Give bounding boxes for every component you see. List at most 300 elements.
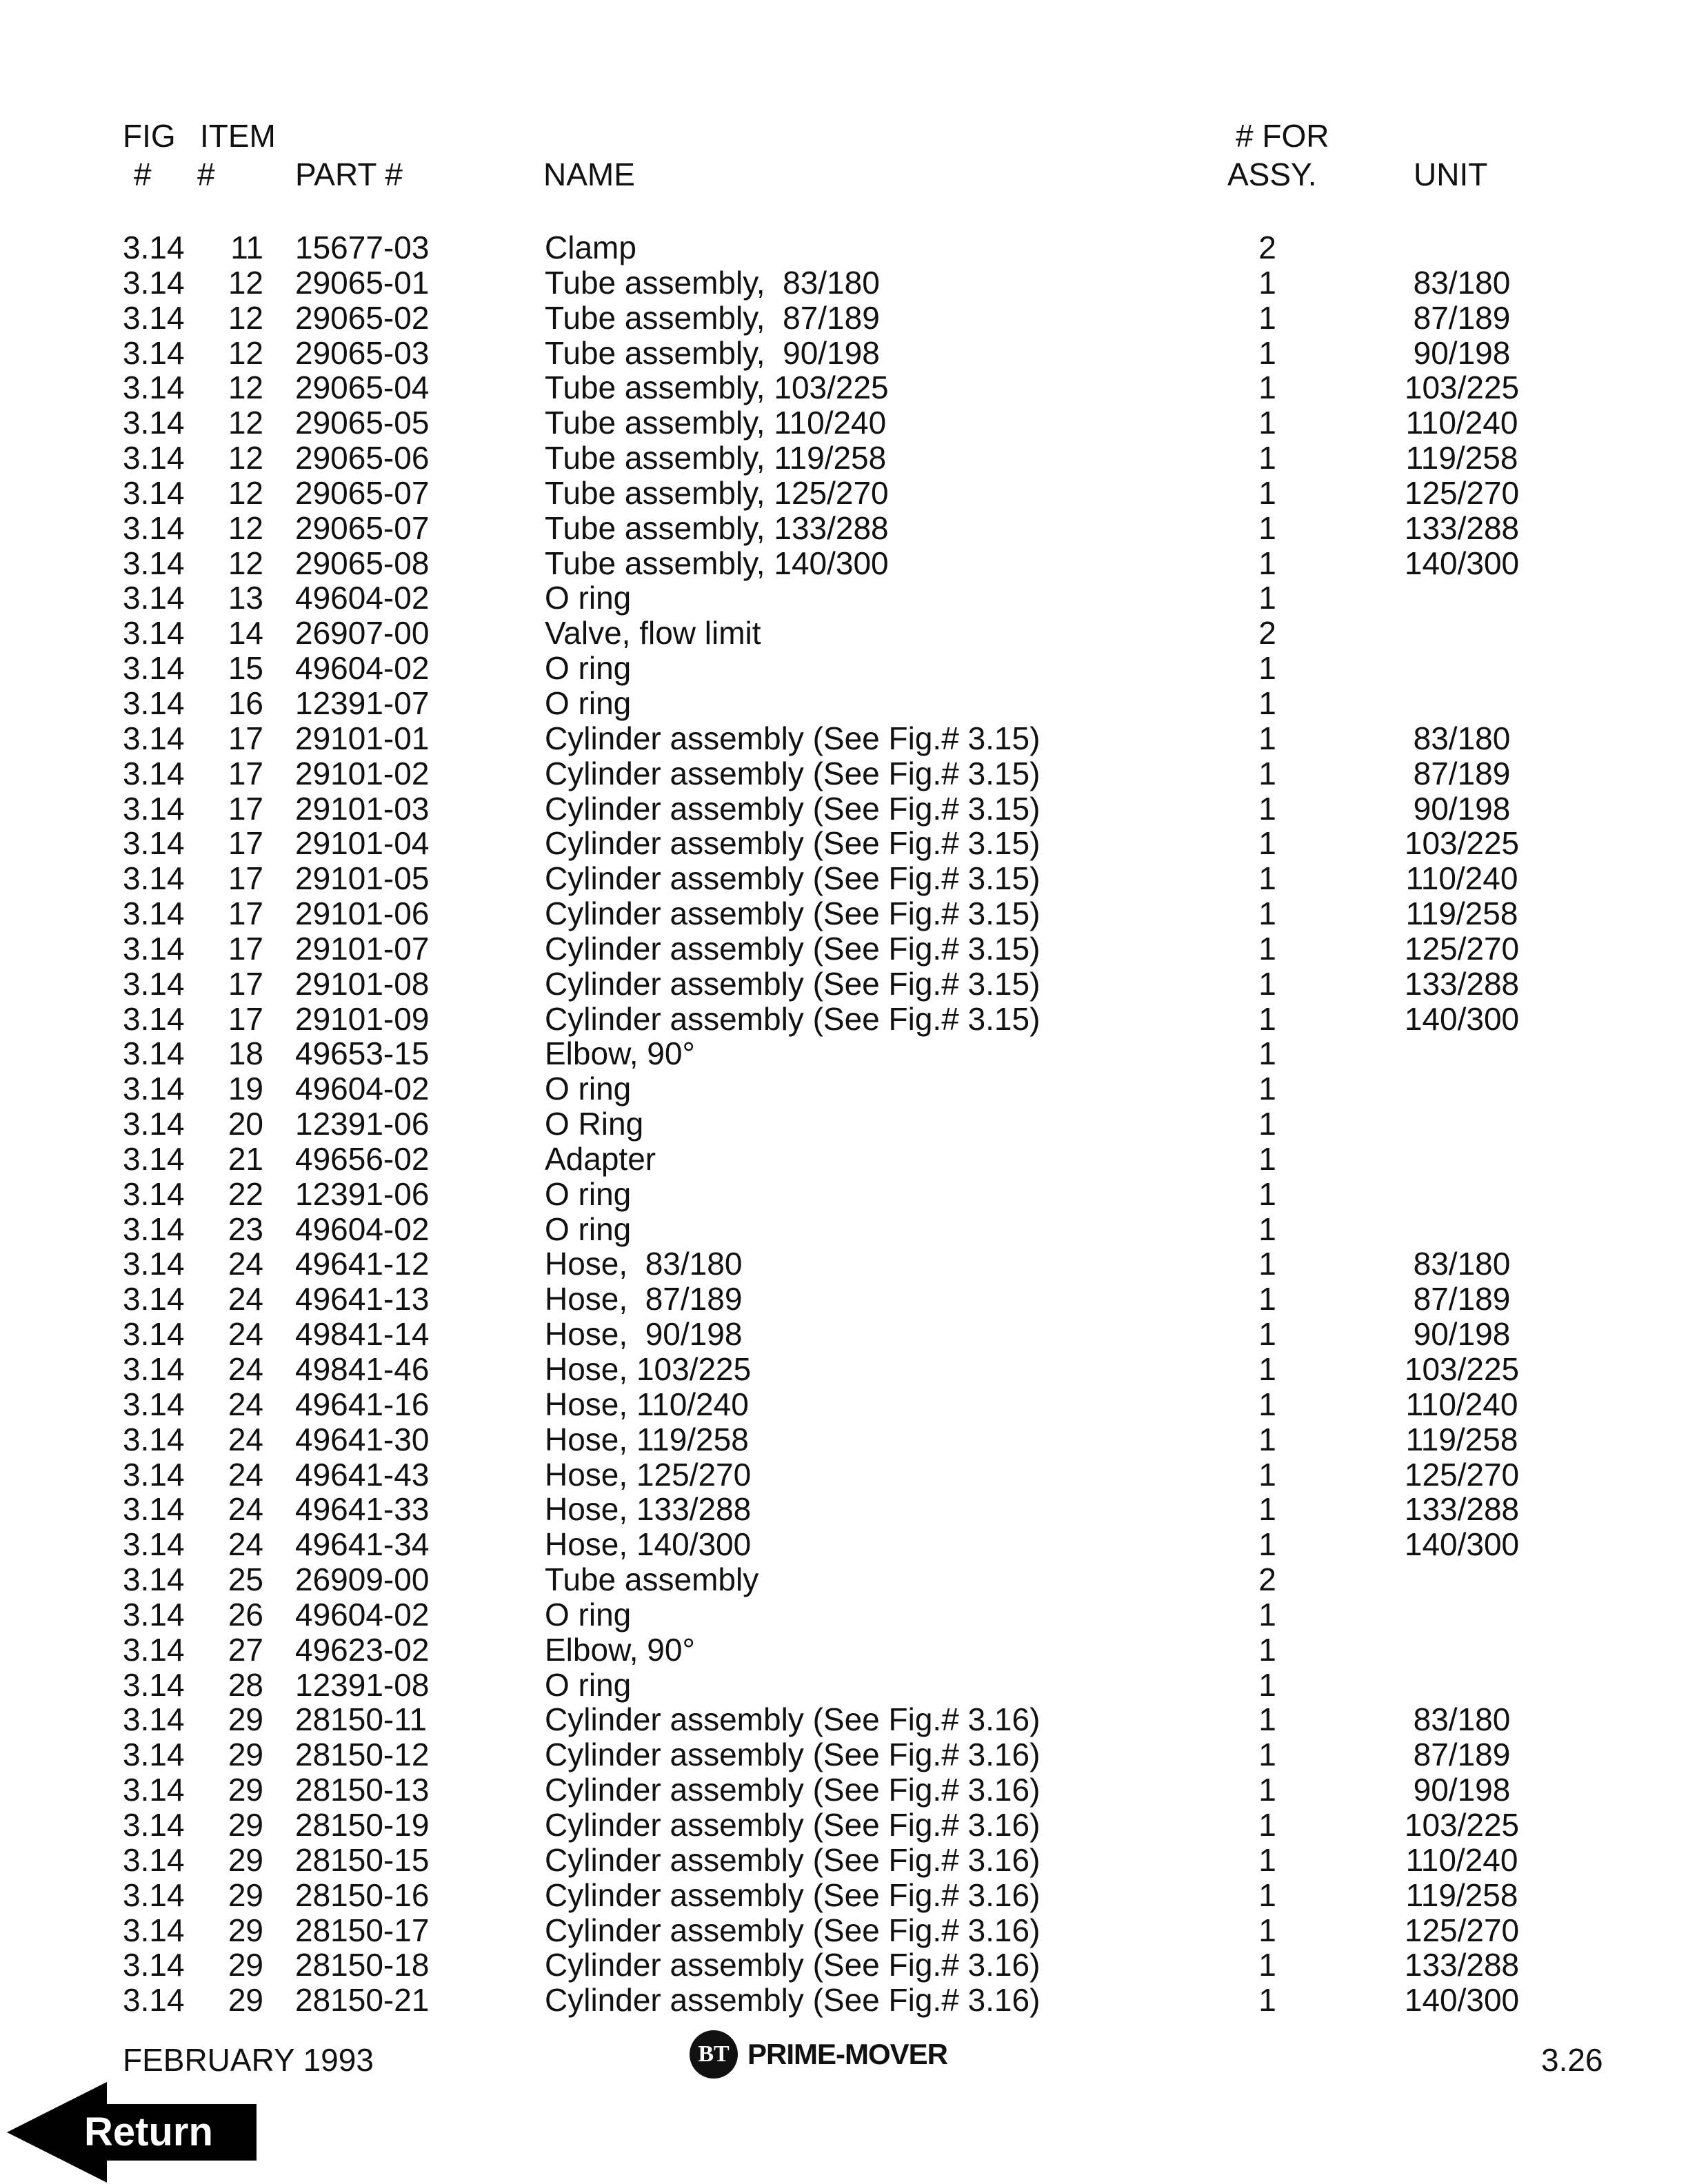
unit: 83/180 bbox=[1413, 720, 1511, 756]
fig-number: 3.14 bbox=[123, 790, 185, 827]
table-row bbox=[0, 1002, 1688, 1037]
part-name: Cylinder assembly (See Fig.# 3.16) bbox=[545, 1877, 1041, 1913]
fig-number: 3.14 bbox=[123, 1631, 185, 1668]
item-number: 12 bbox=[228, 509, 263, 546]
unit: 103/225 bbox=[1404, 370, 1520, 406]
item-number: 11 bbox=[230, 230, 263, 265]
table-row bbox=[0, 370, 1688, 405]
part-number: 29065-08 bbox=[295, 545, 430, 581]
part-number: 49841-14 bbox=[295, 1316, 430, 1353]
qty-for-assy: 1 bbox=[1258, 1772, 1276, 1808]
fig-number: 3.14 bbox=[123, 1246, 185, 1282]
header-fig-hash: # bbox=[134, 156, 152, 192]
table-row bbox=[0, 580, 1688, 616]
part-number: 12391-06 bbox=[295, 1106, 430, 1142]
item-number: 17 bbox=[228, 896, 263, 932]
unit: 110/240 bbox=[1405, 1841, 1518, 1878]
part-name: Cylinder assembly (See Fig.# 3.16) bbox=[545, 1772, 1041, 1808]
part-name: O ring bbox=[545, 685, 632, 721]
qty-for-assy: 1 bbox=[1258, 1281, 1276, 1317]
qty-for-assy: 1 bbox=[1258, 1071, 1276, 1107]
item-number: 24 bbox=[228, 1491, 263, 1528]
part-number: 49641-13 bbox=[295, 1281, 430, 1317]
fig-number: 3.14 bbox=[123, 1737, 185, 1773]
part-name: O ring bbox=[545, 1071, 632, 1107]
part-number: 29101-08 bbox=[295, 965, 430, 1002]
qty-for-assy: 1 bbox=[1258, 1316, 1276, 1353]
header-item-hash: # bbox=[197, 156, 215, 192]
unit: 83/180 bbox=[1413, 1701, 1511, 1738]
part-number: 29101-06 bbox=[295, 896, 430, 932]
qty-for-assy: 1 bbox=[1258, 264, 1276, 301]
part-name: Cylinder assembly (See Fig.# 3.15) bbox=[545, 790, 1041, 827]
fig-number: 3.14 bbox=[123, 755, 185, 791]
qty-for-assy: 1 bbox=[1258, 1912, 1276, 1948]
header-name: NAME bbox=[543, 156, 635, 192]
item-number: 29 bbox=[228, 1912, 263, 1948]
part-name: Tube assembly, 87/189 bbox=[545, 299, 880, 336]
fig-number: 3.14 bbox=[123, 230, 185, 265]
fig-number: 3.14 bbox=[123, 650, 185, 687]
part-name: Tube assembly, 103/225 bbox=[545, 370, 889, 406]
fig-number: 3.14 bbox=[123, 1772, 185, 1808]
part-name: Cylinder assembly (See Fig.# 3.16) bbox=[545, 1841, 1041, 1878]
fig-number: 3.14 bbox=[123, 1912, 185, 1948]
item-number: 24 bbox=[228, 1351, 263, 1387]
qty-for-assy: 1 bbox=[1258, 334, 1276, 371]
table-row bbox=[0, 1071, 1688, 1106]
qty-for-assy: 1 bbox=[1258, 1947, 1276, 1983]
fig-number: 3.14 bbox=[123, 440, 185, 476]
part-number: 29065-06 bbox=[295, 440, 430, 476]
unit: 119/258 bbox=[1405, 1421, 1518, 1457]
part-number: 29101-04 bbox=[295, 825, 430, 862]
table-row bbox=[0, 546, 1688, 581]
fig-number: 3.14 bbox=[123, 1561, 185, 1598]
table-row bbox=[0, 230, 1688, 265]
part-number: 29101-03 bbox=[295, 790, 430, 827]
qty-for-assy: 1 bbox=[1258, 930, 1276, 967]
unit: 87/189 bbox=[1413, 755, 1511, 791]
fig-number: 3.14 bbox=[123, 1106, 185, 1142]
part-name: Tube assembly, 110/240 bbox=[545, 405, 887, 441]
fig-number: 3.14 bbox=[123, 1035, 185, 1072]
fig-number: 3.14 bbox=[123, 825, 185, 862]
fig-number: 3.14 bbox=[123, 1386, 185, 1422]
part-name: Hose, 103/225 bbox=[545, 1351, 752, 1387]
fig-number: 3.14 bbox=[123, 1841, 185, 1878]
item-number: 12 bbox=[228, 405, 263, 441]
table-row bbox=[0, 686, 1688, 721]
part-number: 49641-43 bbox=[295, 1456, 430, 1493]
part-number: 49604-02 bbox=[295, 1211, 430, 1247]
fig-number: 3.14 bbox=[123, 1140, 185, 1177]
table-row bbox=[0, 1562, 1688, 1597]
table-row bbox=[0, 336, 1688, 371]
return-label: Return bbox=[84, 2110, 213, 2154]
item-number: 14 bbox=[228, 615, 263, 651]
item-number: 17 bbox=[228, 755, 263, 791]
fig-number: 3.14 bbox=[123, 860, 185, 897]
item-number: 29 bbox=[228, 1772, 263, 1808]
fig-number: 3.14 bbox=[123, 1456, 185, 1493]
qty-for-assy: 2 bbox=[1258, 1561, 1276, 1598]
fig-number: 3.14 bbox=[123, 720, 185, 756]
part-number: 29101-05 bbox=[295, 860, 430, 897]
unit: 125/270 bbox=[1404, 1912, 1520, 1948]
fig-number: 3.14 bbox=[123, 1281, 185, 1317]
unit: 140/300 bbox=[1404, 1526, 1520, 1563]
part-name: O ring bbox=[545, 1666, 632, 1703]
table-row bbox=[0, 1492, 1688, 1527]
unit: 87/189 bbox=[1413, 1281, 1511, 1317]
table-row bbox=[0, 301, 1688, 336]
header-for: # FOR bbox=[1236, 118, 1329, 154]
table-row bbox=[0, 1948, 1688, 1983]
table-row bbox=[0, 1702, 1688, 1737]
qty-for-assy: 2 bbox=[1258, 615, 1276, 651]
item-number: 24 bbox=[228, 1281, 263, 1317]
fig-number: 3.14 bbox=[123, 1982, 185, 2019]
item-number: 17 bbox=[228, 720, 263, 756]
unit: 119/258 bbox=[1405, 1877, 1518, 1913]
item-number: 12 bbox=[228, 299, 263, 336]
table-row bbox=[0, 826, 1688, 861]
part-number: 28150-15 bbox=[295, 1841, 430, 1878]
item-number: 29 bbox=[228, 1947, 263, 1983]
table-row bbox=[0, 265, 1688, 301]
part-name: Cylinder assembly (See Fig.# 3.16) bbox=[545, 1806, 1041, 1843]
table-row bbox=[0, 1983, 1688, 2018]
table-row bbox=[0, 1668, 1688, 1703]
item-number: 16 bbox=[228, 685, 263, 721]
unit: 83/180 bbox=[1413, 1246, 1511, 1282]
item-number: 22 bbox=[228, 1175, 263, 1212]
table-row bbox=[0, 1878, 1688, 1913]
unit: 90/198 bbox=[1413, 790, 1511, 827]
part-name: Hose, 133/288 bbox=[545, 1491, 752, 1528]
item-number: 24 bbox=[228, 1316, 263, 1353]
table-row bbox=[0, 861, 1688, 896]
qty-for-assy: 1 bbox=[1258, 755, 1276, 791]
item-number: 17 bbox=[228, 1000, 263, 1037]
part-name: O ring bbox=[545, 580, 632, 616]
return-button[interactable] bbox=[7, 2082, 262, 2183]
qty-for-assy: 1 bbox=[1258, 1106, 1276, 1142]
qty-for-assy: 1 bbox=[1258, 1841, 1276, 1878]
part-name: Hose, 110/240 bbox=[545, 1386, 749, 1422]
part-name: Cylinder assembly (See Fig.# 3.15) bbox=[545, 965, 1041, 1002]
item-number: 21 bbox=[228, 1140, 263, 1177]
part-number: 49604-02 bbox=[295, 580, 430, 616]
table-row bbox=[0, 1632, 1688, 1668]
unit: 119/258 bbox=[1405, 896, 1518, 932]
qty-for-assy: 1 bbox=[1258, 1211, 1276, 1247]
header-fig-label: FIG bbox=[123, 118, 176, 154]
item-number: 18 bbox=[228, 1035, 263, 1072]
part-number: 49641-12 bbox=[295, 1246, 430, 1282]
qty-for-assy: 1 bbox=[1258, 509, 1276, 546]
fig-number: 3.14 bbox=[123, 1806, 185, 1843]
part-name: Tube assembly, 90/198 bbox=[545, 334, 880, 371]
part-name: Cylinder assembly (See Fig.# 3.16) bbox=[545, 1737, 1041, 1773]
part-name: Cylinder assembly (See Fig.# 3.15) bbox=[545, 930, 1041, 967]
table-row bbox=[0, 1142, 1688, 1177]
part-number: 49641-34 bbox=[295, 1526, 430, 1563]
item-number: 13 bbox=[228, 580, 263, 616]
fig-number: 3.14 bbox=[123, 685, 185, 721]
qty-for-assy: 1 bbox=[1258, 474, 1276, 511]
qty-for-assy: 1 bbox=[1258, 1491, 1276, 1528]
logo-text: PRIME-MOVER bbox=[747, 2038, 948, 2070]
unit: 140/300 bbox=[1404, 1982, 1520, 2019]
item-number: 29 bbox=[228, 1737, 263, 1773]
part-name: O ring bbox=[545, 650, 632, 687]
fig-number: 3.14 bbox=[123, 1877, 185, 1913]
unit: 133/288 bbox=[1404, 1491, 1520, 1528]
part-name: O ring bbox=[545, 1596, 632, 1632]
fig-number: 3.14 bbox=[123, 1316, 185, 1353]
header-assy: ASSY. bbox=[1227, 156, 1317, 192]
table-row bbox=[0, 1106, 1688, 1142]
item-number: 28 bbox=[228, 1666, 263, 1703]
part-number: 28150-11 bbox=[295, 1701, 427, 1738]
fig-number: 3.14 bbox=[123, 1666, 185, 1703]
part-number: 49656-02 bbox=[295, 1140, 430, 1177]
fig-number: 3.14 bbox=[123, 264, 185, 301]
part-number: 12391-07 bbox=[295, 685, 430, 721]
qty-for-assy: 1 bbox=[1258, 545, 1276, 581]
table-row bbox=[0, 791, 1688, 827]
table-row bbox=[0, 896, 1688, 931]
part-name: Cylinder assembly (See Fig.# 3.16) bbox=[545, 1701, 1041, 1738]
part-number: 28150-19 bbox=[295, 1806, 430, 1843]
part-number: 28150-16 bbox=[295, 1877, 430, 1913]
qty-for-assy: 1 bbox=[1258, 1596, 1276, 1632]
unit: 140/300 bbox=[1404, 545, 1520, 581]
page-number: 3.26 bbox=[1541, 2042, 1603, 2078]
table-row bbox=[0, 1246, 1688, 1282]
header-item-label: ITEM bbox=[200, 118, 276, 154]
unit: 140/300 bbox=[1404, 1000, 1520, 1037]
fig-number: 3.14 bbox=[123, 580, 185, 616]
qty-for-assy: 1 bbox=[1258, 1806, 1276, 1843]
part-name: Cylinder assembly (See Fig.# 3.15) bbox=[545, 720, 1041, 756]
fig-number: 3.14 bbox=[123, 930, 185, 967]
part-number: 49841-46 bbox=[295, 1351, 430, 1387]
part-name: Tube assembly, 125/270 bbox=[545, 474, 889, 511]
part-name: Cylinder assembly (See Fig.# 3.15) bbox=[545, 755, 1041, 791]
table-row bbox=[0, 1843, 1688, 1878]
bt-logo-icon: BT bbox=[690, 2030, 738, 2079]
part-number: 28150-21 bbox=[295, 1982, 430, 2019]
qty-for-assy: 1 bbox=[1258, 1386, 1276, 1422]
part-number: 29101-07 bbox=[295, 930, 430, 967]
part-name: Tube assembly, 83/180 bbox=[545, 264, 880, 301]
part-number: 28150-17 bbox=[295, 1912, 430, 1948]
part-number: 49641-16 bbox=[295, 1386, 430, 1422]
fig-number: 3.14 bbox=[123, 965, 185, 1002]
part-number: 26909-00 bbox=[295, 1561, 430, 1598]
part-number: 29065-07 bbox=[295, 509, 430, 546]
table-row bbox=[0, 1282, 1688, 1317]
part-number: 28150-12 bbox=[295, 1737, 430, 1773]
qty-for-assy: 1 bbox=[1258, 1982, 1276, 2019]
table-row bbox=[0, 1597, 1688, 1632]
table-row bbox=[0, 1457, 1688, 1493]
table-row bbox=[0, 1177, 1688, 1212]
table-row bbox=[0, 511, 1688, 546]
qty-for-assy: 1 bbox=[1258, 405, 1276, 441]
part-number: 29065-02 bbox=[295, 299, 430, 336]
table-row bbox=[0, 1387, 1688, 1422]
fig-number: 3.14 bbox=[123, 1526, 185, 1563]
qty-for-assy: 1 bbox=[1258, 440, 1276, 476]
part-name: Hose, 83/180 bbox=[545, 1246, 743, 1282]
qty-for-assy: 1 bbox=[1258, 1666, 1276, 1703]
item-number: 24 bbox=[228, 1526, 263, 1563]
footer-date: FEBRUARY 1993 bbox=[123, 2042, 374, 2078]
item-number: 12 bbox=[228, 440, 263, 476]
part-number: 29065-07 bbox=[295, 474, 430, 511]
part-name: Tube assembly bbox=[545, 1561, 759, 1598]
table-row bbox=[0, 1212, 1688, 1247]
part-number: 29065-05 bbox=[295, 405, 430, 441]
qty-for-assy: 1 bbox=[1258, 720, 1276, 756]
table-row bbox=[0, 721, 1688, 756]
item-number: 17 bbox=[228, 860, 263, 897]
part-name: Adapter bbox=[545, 1140, 656, 1177]
fig-number: 3.14 bbox=[123, 545, 185, 581]
item-number: 25 bbox=[228, 1561, 263, 1598]
item-number: 24 bbox=[228, 1456, 263, 1493]
part-number: 29101-02 bbox=[295, 755, 430, 791]
unit: 110/240 bbox=[1405, 860, 1518, 897]
item-number: 26 bbox=[228, 1596, 263, 1632]
qty-for-assy: 1 bbox=[1258, 1631, 1276, 1668]
fig-number: 3.14 bbox=[123, 405, 185, 441]
part-number: 29101-09 bbox=[295, 1000, 430, 1037]
table-row bbox=[0, 651, 1688, 686]
part-name: Elbow, 90° bbox=[545, 1631, 695, 1668]
item-number: 23 bbox=[228, 1211, 263, 1247]
item-number: 15 bbox=[228, 650, 263, 687]
item-number: 12 bbox=[228, 334, 263, 371]
table-row bbox=[0, 1772, 1688, 1808]
part-name: Cylinder assembly (See Fig.# 3.16) bbox=[545, 1947, 1041, 1983]
table-row bbox=[0, 1913, 1688, 1948]
unit: 125/270 bbox=[1404, 1456, 1520, 1493]
table-row bbox=[0, 967, 1688, 1002]
part-name: Cylinder assembly (See Fig.# 3.16) bbox=[545, 1912, 1041, 1948]
unit: 125/270 bbox=[1404, 930, 1520, 967]
part-name: Tube assembly, 140/300 bbox=[545, 545, 889, 581]
table-row bbox=[0, 931, 1688, 967]
part-name: O ring bbox=[545, 1211, 632, 1247]
qty-for-assy: 1 bbox=[1258, 1421, 1276, 1457]
fig-number: 3.14 bbox=[123, 334, 185, 371]
part-name: O Ring bbox=[545, 1106, 644, 1142]
table-row bbox=[0, 756, 1688, 791]
part-name: Tube assembly, 119/258 bbox=[545, 440, 887, 476]
qty-for-assy: 1 bbox=[1258, 860, 1276, 897]
table-row bbox=[0, 1808, 1688, 1843]
item-number: 12 bbox=[228, 370, 263, 406]
part-name: Elbow, 90° bbox=[545, 1035, 695, 1072]
qty-for-assy: 1 bbox=[1258, 580, 1276, 616]
item-number: 12 bbox=[228, 474, 263, 511]
item-number: 29 bbox=[228, 1806, 263, 1843]
qty-for-assy: 1 bbox=[1258, 650, 1276, 687]
part-number: 49641-30 bbox=[295, 1421, 430, 1457]
qty-for-assy: 1 bbox=[1258, 1035, 1276, 1072]
unit: 90/198 bbox=[1413, 334, 1511, 371]
part-number: 49623-02 bbox=[295, 1631, 430, 1668]
fig-number: 3.14 bbox=[123, 1211, 185, 1247]
fig-number: 3.14 bbox=[123, 896, 185, 932]
item-number: 12 bbox=[228, 545, 263, 581]
qty-for-assy: 1 bbox=[1258, 1526, 1276, 1563]
part-name: Hose, 90/198 bbox=[545, 1316, 743, 1353]
part-number: 29065-03 bbox=[295, 334, 430, 371]
table-row bbox=[0, 441, 1688, 476]
part-name: Hose, 87/189 bbox=[545, 1281, 743, 1317]
part-number: 49604-02 bbox=[295, 1596, 430, 1632]
item-number: 27 bbox=[228, 1631, 263, 1668]
item-number: 12 bbox=[228, 264, 263, 301]
item-number: 17 bbox=[228, 965, 263, 1002]
table-row bbox=[0, 616, 1688, 651]
part-number: 29101-01 bbox=[295, 720, 430, 756]
qty-for-assy: 1 bbox=[1258, 1140, 1276, 1177]
unit: 87/189 bbox=[1413, 1737, 1511, 1773]
item-number: 24 bbox=[228, 1421, 263, 1457]
qty-for-assy: 1 bbox=[1258, 1737, 1276, 1773]
qty-for-assy: 1 bbox=[1258, 1000, 1276, 1037]
part-number: 49604-02 bbox=[295, 1071, 430, 1107]
part-name: Hose, 119/258 bbox=[545, 1421, 749, 1457]
unit: 90/198 bbox=[1413, 1772, 1511, 1808]
qty-for-assy: 1 bbox=[1258, 790, 1276, 827]
part-name: Cylinder assembly (See Fig.# 3.15) bbox=[545, 1000, 1041, 1037]
part-name: Hose, 140/300 bbox=[545, 1526, 752, 1563]
table-row bbox=[0, 1422, 1688, 1457]
fig-number: 3.14 bbox=[123, 474, 185, 511]
qty-for-assy: 1 bbox=[1258, 685, 1276, 721]
fig-number: 3.14 bbox=[123, 370, 185, 406]
qty-for-assy: 1 bbox=[1258, 1877, 1276, 1913]
qty-for-assy: 1 bbox=[1258, 1351, 1276, 1387]
table-row bbox=[0, 1527, 1688, 1562]
table-row bbox=[0, 1737, 1688, 1772]
qty-for-assy: 2 bbox=[1258, 230, 1276, 265]
part-number: 12391-06 bbox=[295, 1175, 430, 1212]
part-name: Valve, flow limit bbox=[545, 615, 761, 651]
qty-for-assy: 1 bbox=[1258, 1456, 1276, 1493]
part-name: O ring bbox=[545, 1175, 632, 1212]
part-number: 26907-00 bbox=[295, 615, 430, 651]
qty-for-assy: 1 bbox=[1258, 1246, 1276, 1282]
unit: 103/225 bbox=[1404, 825, 1520, 862]
part-name: Clamp bbox=[545, 230, 636, 265]
fig-number: 3.14 bbox=[123, 1947, 185, 1983]
part-number: 29065-04 bbox=[295, 370, 430, 406]
item-number: 17 bbox=[228, 930, 263, 967]
fig-number: 3.14 bbox=[123, 1175, 185, 1212]
item-number: 17 bbox=[228, 825, 263, 862]
unit: 87/189 bbox=[1413, 299, 1511, 336]
prime-mover-logo bbox=[690, 2027, 947, 2082]
